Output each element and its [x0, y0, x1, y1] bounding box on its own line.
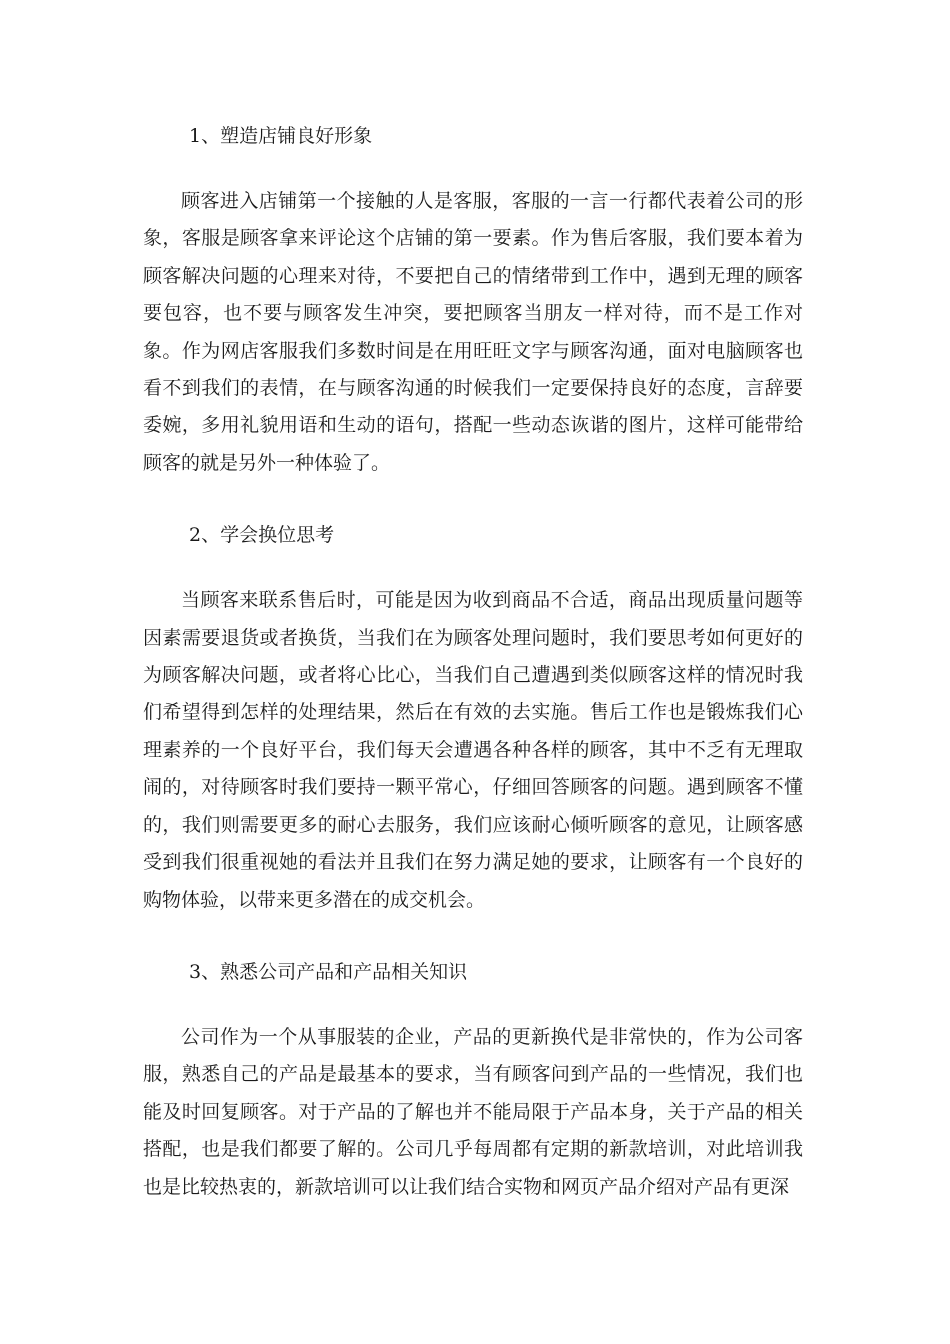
spacer — [143, 554, 803, 582]
spacer — [143, 482, 803, 516]
spacer — [143, 155, 803, 183]
spacer — [143, 991, 803, 1019]
document-body — [143, 117, 803, 1206]
section-paragraph-2: 当顾客来联系售后时，可能是因为收到商品不合适，商品出现质量问题等因素需要退货或者换货，当我们在为顾客处理问题时，我们要思考如何更好的为顾客解决问题，或者将心比心，当我们自己遭遇到类似顾客这样的情况时我们希望得到怎样的处理结果，然后在有效的去实施。售后工作也是锻炼我们心理素养的一个良好平台，我们每天会遭遇各种各样的顾客，其中不乏有无理取闹的，对待顾客时我们要持一颗平常心，仔细回答顾客的问题。遇到顾客不懂的，我们则需要更多的耐心去服务，我们应该耐心倾听顾客的意见，让顾客感受到我们很重视她的看法并且我们在努力满足她的要求，让顾客有一个良好的购物体验，以带来更多潜在的成交机会。 — [143, 589, 803, 911]
section-heading-1: 1、塑造店铺良好形象 — [189, 125, 373, 147]
section-heading-2: 2、学会换位思考 — [189, 524, 335, 547]
section-paragraph-1: 顾客进入店铺第一个接触的人是客服，客服的一言一行都代表着公司的形象，客服是顾客拿来评论这个店铺的第一要素。作为售后客服，我们要本着为顾客解决问题的心理来对待，不要把自己的情绪带到工作中，遇到无理的顾客要包容，也不要与顾客发生冲突，要把顾客当朋友一样对待，而不是工作对象。作为网店客服我们多数时间是在用旺旺文字与顾客沟通，面对电脑顾客也看不到我们的表情，在与顾客沟通的时候我们一定要保持良好的态度，言辞要委婉，多用礼貌用语和生动的语句，搭配一些动态诙谐的图片，这样可能带给顾客的就是另外一种体验了。 — [143, 190, 803, 474]
spacer — [143, 919, 803, 953]
section-heading-3: 3、熟悉公司产品和产品相关知识 — [189, 960, 468, 983]
section-paragraph-3: 公司作为一个从事服装的企业，产品的更新换代是非常快的，作为公司客服，熟悉自己的产品是最基本的要求，当有顾客问到产品的一些情况，我们也能及时回复顾客。对于产品的了解也并不能局限于产品本身，关于产品的相关搭配，也是我们都要了解的。公司几乎每周都有定期的新款培训，对此培训我也是比较热衷的，新款培训可以让我们结合实物和网页产品介绍对产品有更深 — [143, 1025, 803, 1198]
